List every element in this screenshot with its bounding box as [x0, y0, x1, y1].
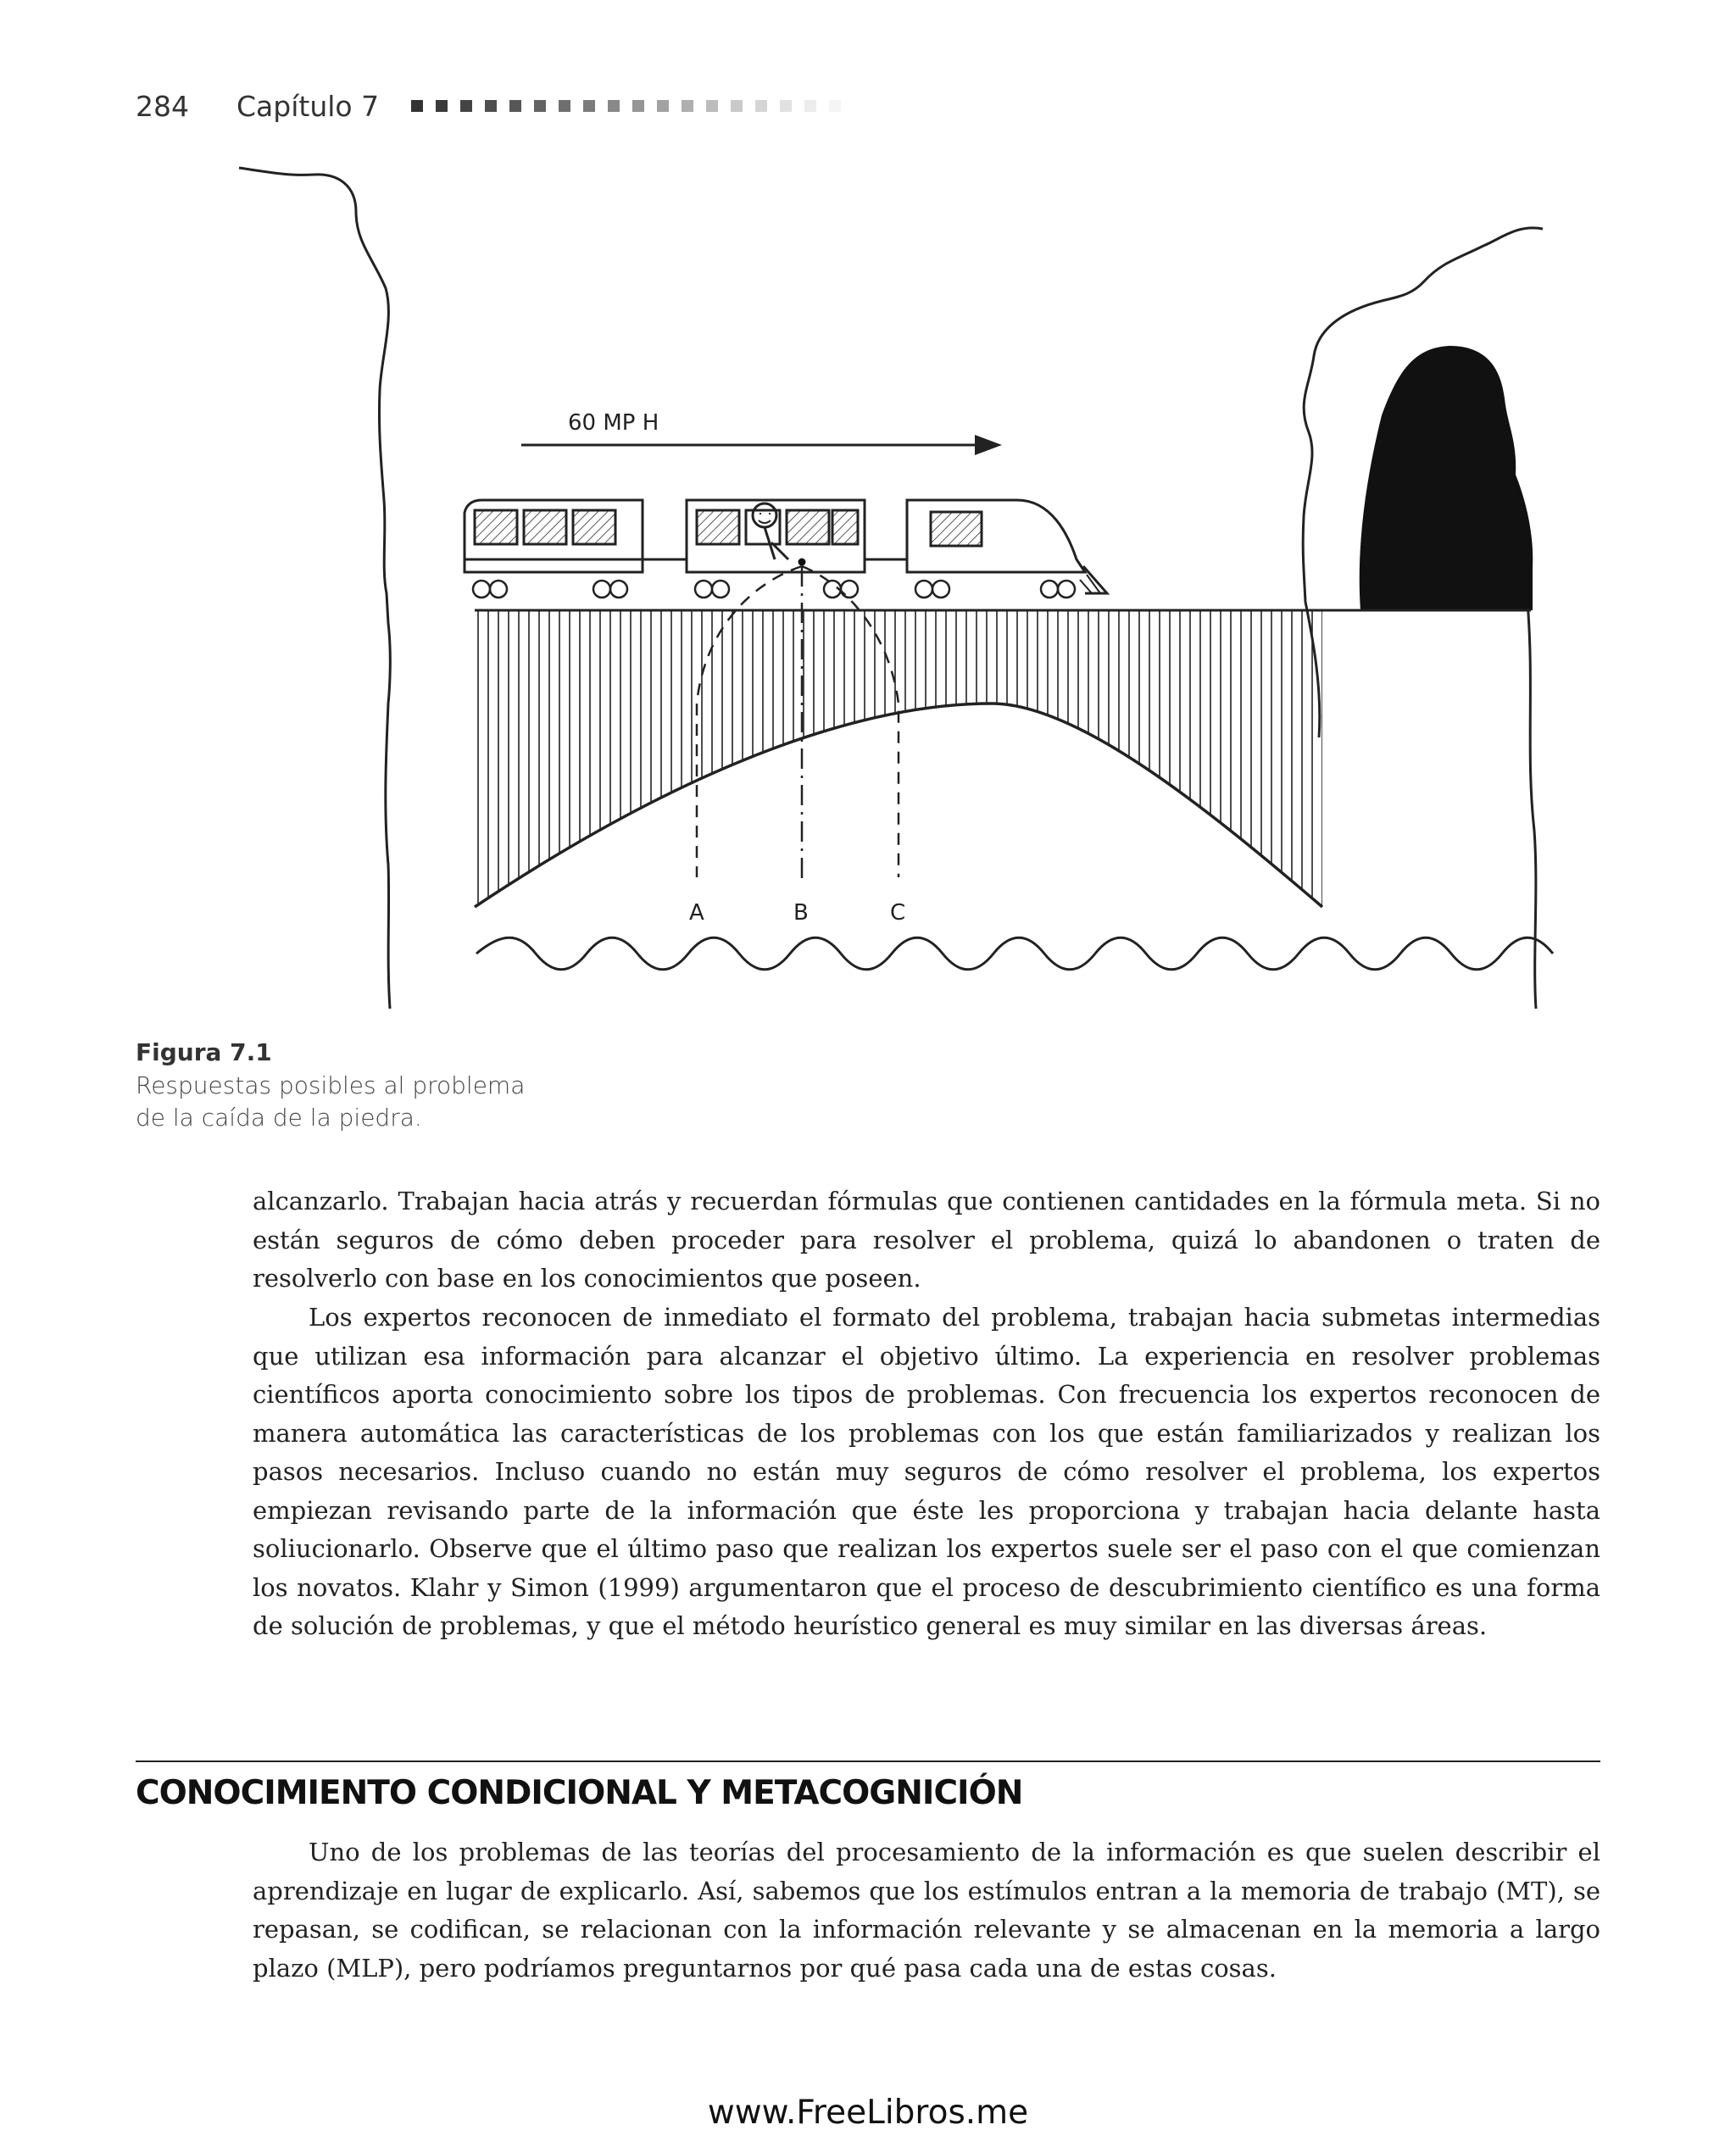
- header-square: [411, 100, 423, 112]
- body-paragraph-experts: [253, 1299, 1600, 1646]
- caption-line-2: de la caída de la piedra.: [136, 1104, 422, 1132]
- speed-label: 60 MP H: [568, 410, 659, 436]
- header-square: [485, 100, 497, 112]
- header-square: [682, 100, 693, 112]
- header-square: [559, 100, 570, 112]
- train-icon: [465, 500, 1107, 598]
- tunnel-icon: [1360, 346, 1533, 610]
- body-paragraph-section: [253, 1833, 1600, 1988]
- stone-dot: [798, 559, 806, 566]
- paragraph: alcanzarlo. Trabajan hacia atrás y recuerdan fórmulas que contienen cantidades en la fórmula meta. Si no están seguros de cómo deben proceder para resolver el problema, quizá lo abandonen o traten de resolverlo con base en los conocimientos que poseen.: [253, 1187, 1600, 1293]
- section-heading: CONOCIMIENTO CONDICIONAL Y METACOGNICIÓN: [136, 1774, 1023, 1812]
- header-square: [804, 100, 816, 112]
- header-square: [657, 100, 669, 112]
- header-square: [436, 100, 448, 112]
- cliff-icon: [239, 168, 390, 1009]
- label-b: B: [793, 900, 809, 926]
- chapter-label: Capítulo 7: [236, 89, 380, 123]
- label-a: A: [689, 900, 704, 926]
- header-square: [632, 100, 644, 112]
- page-number: 284: [136, 89, 189, 123]
- figure-caption: [136, 1036, 576, 1134]
- header-square: [608, 100, 620, 112]
- section-divider: [136, 1760, 1600, 1762]
- header-square: [460, 100, 472, 112]
- running-header: [136, 85, 841, 127]
- header-square: [731, 100, 743, 112]
- water-waves-icon: [476, 937, 1553, 970]
- label-c: C: [890, 900, 906, 926]
- body-paragraph-continuation: [253, 1182, 1600, 1299]
- header-square: [583, 100, 595, 112]
- figure-7-1: [229, 161, 1568, 1017]
- paragraph: Uno de los problemas de las teorías del procesamiento de la información es que suelen describir el aprendizaje en lugar de explicarlo. Así, sabemos que los estímulos entran a la memoria de trabajo (MT), se repasan, se codifican, se relacionan con la información relevante y se almacenan en la memoria a largo plazo (MLP), pero podríamos preguntarnos por qué pasa cada una de estas cosas.: [253, 1838, 1600, 1983]
- header-square: [755, 100, 767, 112]
- header-square: [534, 100, 546, 112]
- paragraph: Los expertos reconocen de inmediato el formato del problema, trabajan hacia submetas intermedias que utilizan esa información para alcanzar el objetivo último. La experiencia en resolver problemas científicos aporta conocimiento sobre los tipos de problemas. Con frecuencia los expertos reconocen de manera automática las características de los problemas con los que están familiarizados y realizan los pasos necesarios. Incluso cuando no están muy seguros de cómo resolver el problema, los expertos empiezan revisando parte de la información que éste les proporciona y trabajan hacia delante hasta soliucionarlo. Observe que el último paso que realizan los expertos suele ser el paso con el que comienzan los novatos. Klahr y Simon (1999) argumentaron que el proceso de descubrimiento científico es una forma de solución de problemas, y que el método heurístico general es muy similar en las diversas áreas.: [253, 1303, 1600, 1640]
- header-square: [829, 100, 841, 112]
- header-square: [509, 100, 521, 112]
- header-square: [780, 100, 792, 112]
- caption-title: Figura 7.1: [136, 1038, 272, 1066]
- caption-line-1: Respuestas posibles al problema: [136, 1071, 526, 1099]
- header-decoration: [411, 100, 841, 112]
- header-square: [706, 100, 718, 112]
- footer-url: www.FreeLibros.me: [707, 2094, 1029, 2132]
- train-bridge-illustration: [229, 161, 1568, 1017]
